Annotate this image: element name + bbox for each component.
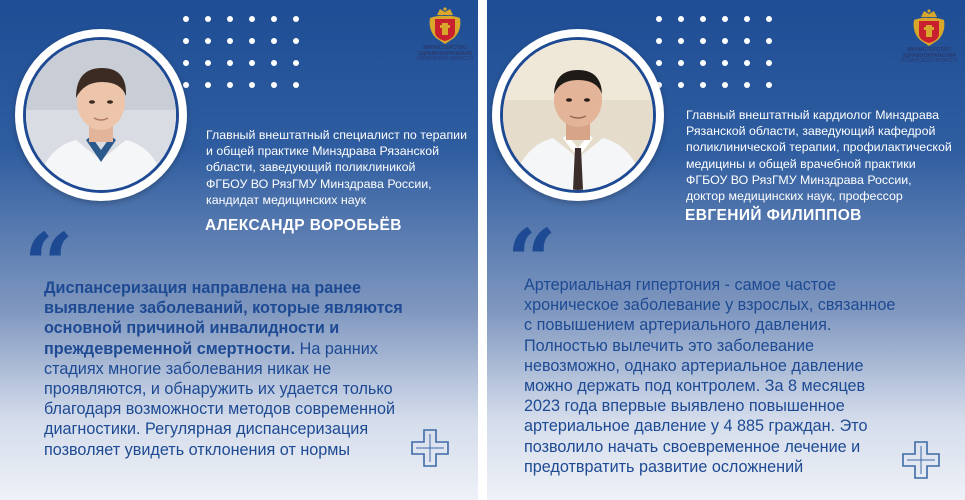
title-line: Главный внештатный кардиолог Минздрава — [686, 108, 940, 122]
ministry-emblem — [416, 6, 474, 63]
quote-line: невозможно, однако артериальное давление — [524, 356, 864, 375]
title-line: области, заведующий поликлиникой — [206, 160, 416, 175]
quote-line: хроническое заболевание у взрослых, связанное — [524, 296, 896, 315]
ministry-line-2: ЗДРАВООХРАНЕНИЯ — [902, 52, 956, 59]
medical-cross-logo-icon — [901, 440, 941, 480]
portrait-filippov — [492, 29, 664, 201]
medical-cross-logo-icon — [410, 428, 450, 468]
person-photo-icon — [503, 40, 653, 190]
ministry-line-2: ЗДРАВООХРАНЕНИЯ — [418, 50, 472, 57]
quote-text — [524, 275, 960, 477]
ministry-line-1: МИНИСТЕРСТВО — [423, 45, 467, 51]
quote-line: Артериальная гипертония - самое частое — [524, 276, 837, 294]
title-line: медицины и общей врачебной практики — [686, 156, 916, 171]
portrait-vorobyev — [15, 29, 187, 201]
title-line: кандидат медицинских наук — [206, 192, 367, 207]
specialist-name: АЛЕКСАНДР ВОРОБЬЁВ — [205, 217, 402, 234]
title-line: ФГБОУ ВО РязГМУ Минздрава России, — [686, 172, 912, 187]
quote-line: диагностики. Регулярная диспансеризация — [44, 420, 369, 439]
ministry-line-3: РЯЗАНСКОЙ ОБЛАСТИ — [417, 56, 473, 63]
quote-icon: “ — [507, 211, 557, 312]
ministry-line-3: РЯЗАНСКОЙ ОБЛАСТИ — [901, 58, 957, 65]
specialist-name: ЕВГЕНИЙ ФИЛИППОВ — [685, 207, 862, 224]
title-line: и общей практике Минздрава Рязанской — [206, 144, 440, 159]
quote-line: можно держать под контролем. За 8 месяцев — [524, 377, 866, 396]
quote-icon: “ — [24, 215, 74, 316]
quote-line: стадиях многие заболевания никак не — [44, 359, 332, 378]
quote-line: предотвратить развитие осложнений — [524, 457, 804, 476]
quote-line: позволяет увидеть отклонения от нормы — [44, 440, 351, 459]
specialist-title — [686, 107, 964, 204]
card-vorobyev — [0, 0, 478, 500]
quote-line: проявляются, и обнаружить их удается только — [44, 380, 393, 399]
title-line: ФГБОУ ВО РязГМУ Минздрава России, — [206, 176, 432, 191]
title-line: поликлинической терапии, профилактической — [686, 140, 952, 155]
portrait-photo — [500, 37, 656, 193]
decorative-dot-grid — [656, 16, 772, 88]
quote-line-bold: Диспансеризация направлена на ранее — [44, 279, 362, 297]
title-line: Главный внештатный специалист по терапии — [206, 128, 468, 142]
ministry-line-1: МИНИСТЕРСТВО — [907, 47, 951, 53]
ministry-emblem — [900, 8, 958, 65]
quote-line-bold: преждевременной смертности. — [44, 339, 296, 358]
coat-of-arms-icon — [427, 6, 463, 46]
quote-line: позволило начать своевременное лечение и — [524, 437, 861, 456]
coat-of-arms-icon — [911, 8, 947, 48]
quote-line-bold: выявление заболеваний, которые являются — [44, 299, 403, 318]
quote-line: 2023 года впервые выявлено повышенное — [524, 397, 845, 416]
person-photo-icon — [26, 40, 176, 190]
title-line: Рязанской области, заведующий кафедрой — [686, 124, 936, 139]
card-filippov — [487, 0, 965, 500]
quote-text — [44, 278, 469, 460]
quote-line: артериальное давление у 4 885 граждан. Это — [524, 417, 868, 436]
title-line: доктор медицинских наук, профессор — [686, 189, 903, 204]
portrait-photo — [23, 37, 179, 193]
quote-line: Полностью вылечить это заболевание — [524, 336, 815, 355]
decorative-dot-grid — [183, 16, 299, 88]
quote-line: благодаря возможности методов современной — [44, 400, 396, 419]
quote-line: На ранних — [295, 339, 378, 358]
quote-line: с повышением артериального давления. — [524, 316, 832, 335]
specialist-title — [206, 127, 476, 208]
quote-line-bold: основной причиной инвалидности и — [44, 319, 340, 338]
